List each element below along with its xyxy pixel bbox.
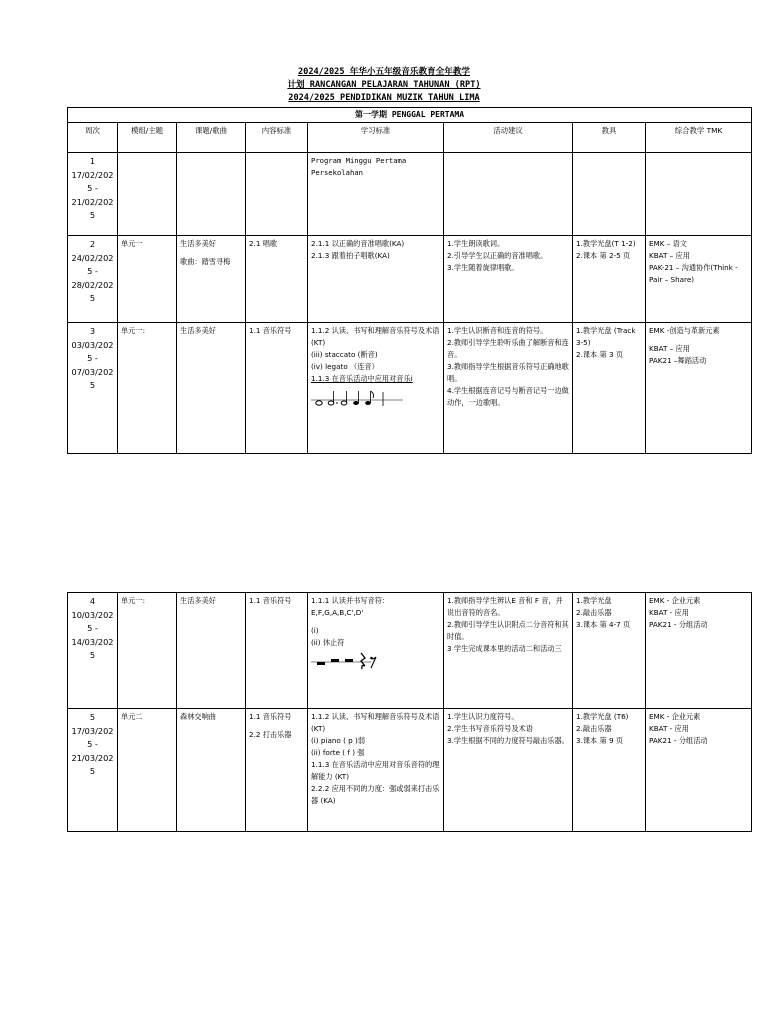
crotchet-rest <box>361 653 365 669</box>
content-standard-cell: 2.1 唱歌 <box>246 236 308 323</box>
activities-cell <box>444 153 573 236</box>
col-header-tmk: 综合教学 TMK <box>646 123 752 153</box>
col-header-module: 模组/主题 <box>118 123 177 153</box>
content-standard-cell <box>246 153 308 236</box>
activities-cell: 1.学生认识断音和连音的符号。 2.教师引导学生聆听乐曲了解断音和连音。 3.教师指导学生根据音乐符号正确地歌唱。 4.学生根据连音记号与断音记号一边做动作，一边歌唱。 <box>444 323 573 454</box>
tmk-cell: EMK - 企业元素 KBAT - 应用 PAK21 - 分组活动 <box>646 593 752 709</box>
col-header-topic: 课题/歌曲 <box>177 123 246 153</box>
semibreve-note <box>316 401 322 405</box>
topic-cell <box>177 153 246 236</box>
activities-cell: 1.学生认识力度符号。 2.学生书写音乐符号及术语 3.学生根据不同的力度符号敲击乐器。 <box>444 709 573 832</box>
crotchet-note <box>353 401 359 405</box>
col-header-content-standard: 内容标准 <box>246 123 308 153</box>
teaching-aids-cell <box>573 153 646 236</box>
activities-cell: 1.教师指导学生辨认E 音和 F 音，并说出音符的音名。 2.教师引导学生认识附点二分音符和其时值。 3 学生完成课本里的活动二和活动三 <box>444 593 573 709</box>
header-line-2: 计划 RANCANGAN PELAJARAN TAHUNAN (RPT) <box>287 80 481 90</box>
rpt-table-part-2 <box>67 592 752 832</box>
table-row <box>68 236 752 323</box>
minim-rest <box>331 659 339 662</box>
topic-cell: 森林交响曲 <box>177 709 246 832</box>
tmk-cell: EMK - 企业元素 KBAT - 应用 PAK21 - 分组活动 <box>646 709 752 832</box>
rest-symbols-illustration <box>311 650 401 670</box>
document-header <box>0 66 768 105</box>
topic-cell: 生活多美好 <box>177 593 246 709</box>
learning-standard-cell: 1.1.1 认读并书写音符： E,F,G,A,B,C',D' (i) (ii) 休止符 <box>308 593 444 709</box>
week-cell: 3 03/03/202 5 - 07/03/202 5 <box>68 323 118 454</box>
quaver-note <box>365 401 371 405</box>
module-cell: 单元一: <box>118 593 177 709</box>
header-line-3: 2024/2025 PENDIDIKAN MUZIK TAHUN LIMA <box>288 93 480 103</box>
semibreve-rest <box>317 662 325 665</box>
music-notes-illustration <box>311 386 411 408</box>
module-cell <box>118 153 177 236</box>
table-row <box>68 593 752 709</box>
table-row <box>68 323 752 454</box>
teaching-aids-cell: 1.教学光盘 (T6) 2.敲击乐器 3.课本 第 9 页 <box>573 709 646 832</box>
module-cell: 单元一: <box>118 323 177 454</box>
rpt-table-part-1 <box>67 107 752 454</box>
learning-standard-cell: 1.1.2 认读、书写和理解音乐符号及术语(KT) (iii) staccato (断音) (iv) legato （连音） 1.1.3 在音乐活动中应用对音乐i <box>308 323 444 454</box>
teaching-aids-cell: 1.教学光盘 2.敲击乐器 3.课本 第 4-7 页 <box>573 593 646 709</box>
teaching-aids-cell: 1.教学光盘 (Track 3-5) 2.课本 第 3 页 <box>573 323 646 454</box>
table-row <box>68 153 752 236</box>
tmk-cell: EMK – 语文 KBAT – 应用 PAK-21 – 沟通协作(Think - Pair – Share) <box>646 236 752 323</box>
learning-standard-cell: Program Minggu Pertama Persekolahan <box>308 153 444 236</box>
minim-rest-2 <box>345 659 353 662</box>
table-row <box>68 709 752 832</box>
module-cell: 单元二 <box>118 709 177 832</box>
content-standard-cell: 1.1 音乐符号 <box>246 323 308 454</box>
col-header-activities: 活动建议 <box>444 123 573 153</box>
tmk-cell <box>646 153 752 236</box>
learning-standard-cell: 1.1.2 认读、书写和理解音乐符号及术语(KT) (i) piano ( p )弱 (ii) forte ( f ) 强 1.1.3 在音乐活动中应用对音乐音符的理解能力 (KT) 2.2.2 应用不同的力度：强或弱来打击乐器 (KA) <box>308 709 444 832</box>
tmk-cell: EMK -创造与革新元素 KBAT – 应用 PAK21 –舞蹈活动 <box>646 323 752 454</box>
week-cell: 4 10/03/202 5 - 14/03/202 5 <box>68 593 118 709</box>
header-line-1: 2024/2025 年华小五年级音乐教育全年教学 <box>297 67 471 77</box>
week-cell: 2 24/02/202 5 - 28/02/202 5 <box>68 236 118 323</box>
minim-note <box>341 401 347 405</box>
activities-cell: 1.学生朗读歌词。 2.引导学生以正确的音准唱歌。 3.学生随着旋律唱歌。 <box>444 236 573 323</box>
module-cell: 单元一 <box>118 236 177 323</box>
content-standard-cell: 1.1 音乐符号 2.2 打击乐器 <box>246 709 308 832</box>
teaching-aids-cell: 1.教学光盘(T 1-2) 2.课本 第 2-5 页 <box>573 236 646 323</box>
dotted-minim-note <box>328 401 334 405</box>
learning-standard-cell: 2.1.1 以正确的音准唱歌(KA) 2.1.3 跟着拍子唱歌(KA) <box>308 236 444 323</box>
topic-cell: 生活多美好 歌曲：踏雪寻梅 <box>177 236 246 323</box>
term-title: 第一学期 PENGGAL PERTAMA <box>68 108 752 123</box>
col-header-learning-standard: 学习标准 <box>308 123 444 153</box>
content-standard-cell: 1.1 音乐符号 <box>246 593 308 709</box>
col-header-teaching-aids: 教具 <box>573 123 646 153</box>
week-cell: 5 17/03/202 5 - 21/03/202 5 <box>68 709 118 832</box>
topic-cell: 生活多美好 <box>177 323 246 454</box>
col-header-week: 周次 <box>68 123 118 153</box>
week-cell: 1 17/02/202 5 - 21/02/202 5 <box>68 153 118 236</box>
